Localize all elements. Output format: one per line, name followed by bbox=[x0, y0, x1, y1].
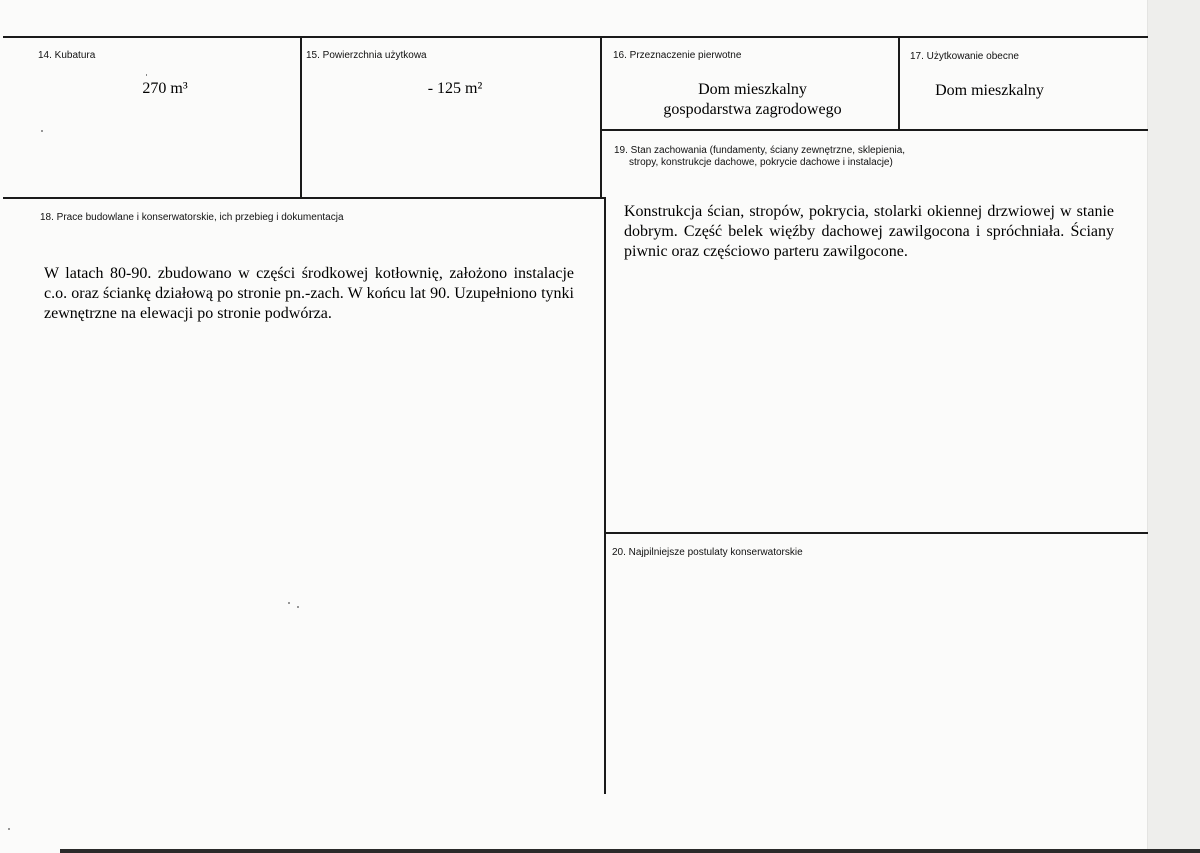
field-19-label-line1: 19. Stan zachowania (fundamenty, ściany zewnętrzne, sklepienia, bbox=[614, 145, 906, 156]
field-15-value: - 125 m² bbox=[427, 80, 483, 97]
bottom-edge bbox=[60, 849, 1200, 853]
field-18-text: W latach 80-90. zbudowano w części środkowej kotłownię, założono instalacje c.o. oraz ściankę działową po stronie pn.-zach. W końcu lat 90. Uzupełniono tynki zewnętrzne na elewacji po stronie podwórza. bbox=[44, 265, 574, 322]
top-rule bbox=[3, 36, 1148, 38]
field-17-label: 17. Użytkowanie obecne bbox=[910, 51, 1019, 62]
rule-above-20 bbox=[604, 532, 1148, 534]
field-19-label-line2: stropy, konstrukcje dachowe, pokrycie dachowe i instalacje) bbox=[629, 157, 893, 168]
scan-speck bbox=[297, 606, 299, 608]
field-14-value: 270 m³ bbox=[142, 80, 188, 97]
field-20-label: 20. Najpilniejsze postulaty konserwatorskie bbox=[612, 547, 803, 558]
field-15-label: 15. Powierzchnia użytkowa bbox=[306, 50, 427, 61]
divider-16-17 bbox=[898, 36, 900, 130]
scan-speck bbox=[288, 602, 290, 604]
rule-under-14-15 bbox=[3, 197, 604, 199]
page-edge bbox=[1147, 0, 1200, 853]
divider-center-top bbox=[600, 36, 602, 198]
field-16-value-line2: gospodarstwa zagrodowego bbox=[663, 101, 842, 118]
scan-speck bbox=[41, 130, 43, 132]
field-17-value: Dom mieszkalny bbox=[935, 82, 1044, 99]
rule-under-16-17 bbox=[600, 129, 1148, 131]
divider-14-15 bbox=[300, 36, 302, 197]
scan-speck bbox=[146, 74, 147, 76]
field-16-value-line1: Dom mieszkalny bbox=[698, 81, 807, 98]
divider-center-main bbox=[604, 197, 606, 794]
field-18-label: 18. Prace budowlane i konserwatorskie, ich przebieg i dokumentacja bbox=[40, 212, 344, 223]
field-16-label: 16. Przeznaczenie pierwotne bbox=[613, 50, 742, 61]
field-19-text: Konstrukcja ścian, stropów, pokrycia, stolarki okiennej drzwiowej w stanie dobrym. Część belek więźby dachowej zawilgocona i spróchniała. Ściany piwnic oraz częściowo parteru zawilgocone. bbox=[624, 203, 1114, 260]
field-14-label: 14. Kubatura bbox=[38, 50, 96, 61]
scan-speck bbox=[8, 828, 10, 830]
